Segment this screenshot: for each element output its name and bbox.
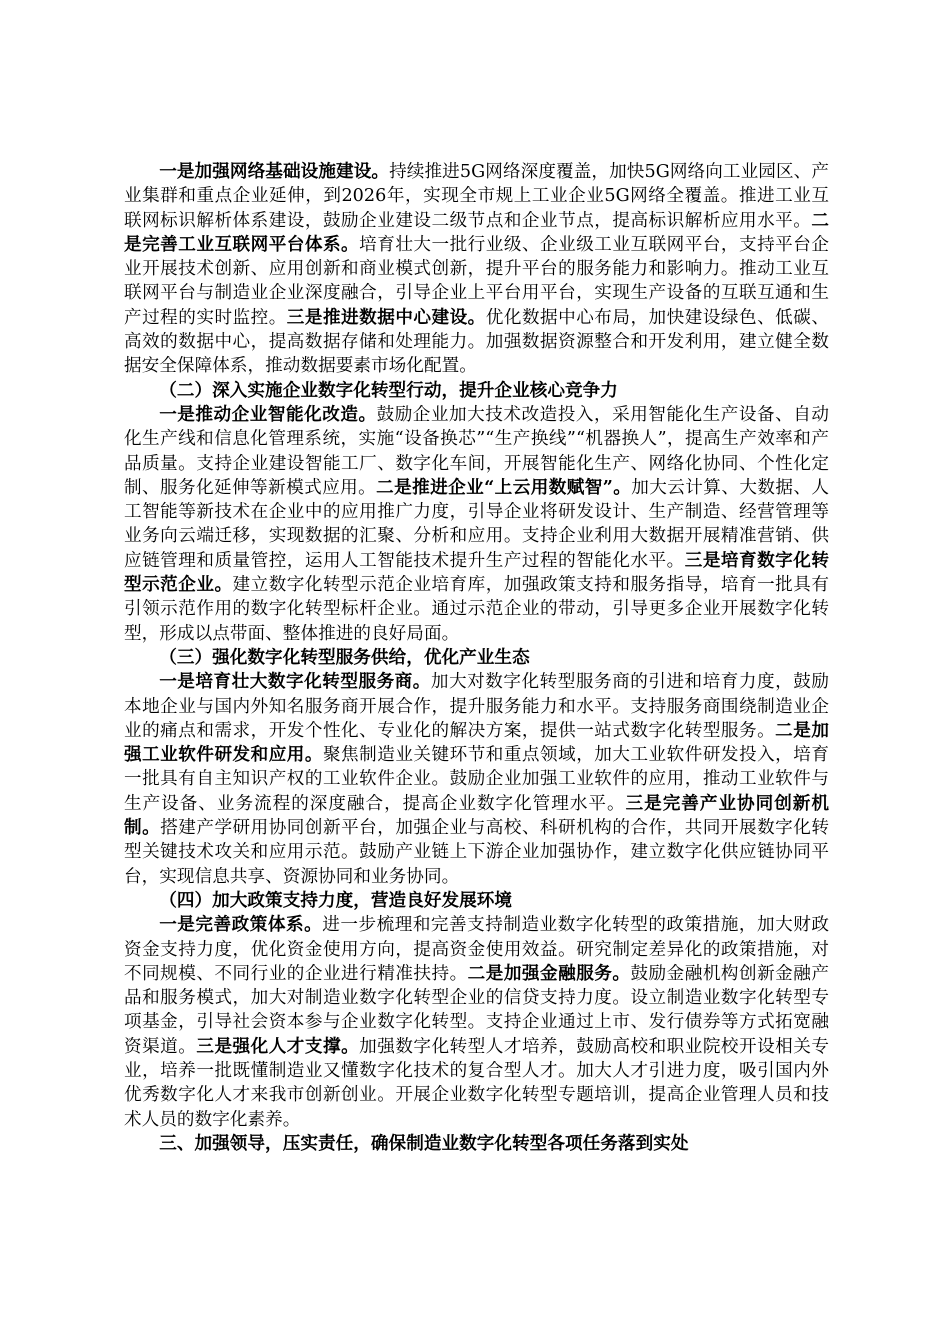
paragraph-text: 聚焦制造业关键环节和重点领域，加大工业软件研发投入，培育一批具有自主知识产权的工业软件企业。鼓励企业加强工业软件的应用，推动工业软件与生产设备、业务流程的深度融合，提高企业数字化管理水平。 [124, 745, 829, 814]
paragraph-text: 鼓励金融机构创新金融产品和服务模式，加大对制造业数字化转型企业的信贷支持力度。设立制造业数字化转型专项基金，引导社会资本参与企业数字化转型。支持企业通过上市、发行债券等方式拓宽融资渠道。 [124, 963, 829, 1057]
bold-lead-phrase: 一是推动企业智能化改造。 [159, 403, 377, 425]
body-paragraph [124, 160, 829, 379]
section-heading: （二）深入实施企业数字化转型行动，提升企业核心竞争力 [159, 379, 618, 401]
bold-lead-phrase: 三是完善产业协同创新机制。 [124, 792, 829, 839]
bold-lead-phrase: 二是加强工业软件研发和应用。 [124, 719, 829, 766]
body-paragraph [124, 670, 829, 889]
bold-lead-phrase: 二是推进企业“上云用数赋智”。 [376, 476, 632, 498]
paragraph-text: 加强数字化转型人才培养，鼓励高校和职业院校开设相关专业，培养一批既懂制造业又懂数字化技术的复合型人才。加大人才引进力度，吸引国内外优秀数字化人才来我市创新创业。开展企业数字化转型专题培训，提高企业管理人员和技术人员的数字化素养。 [124, 1036, 829, 1130]
document-body [124, 160, 829, 1156]
bold-lead-phrase: 二是加强金融服务。 [467, 962, 631, 984]
paragraph-text: 培育壮大一批行业级、企业级工业互联网平台，支持平台企业开展技术创新、应用创新和商业模式创新，提升平台的服务能力和影响力。推动工业互联网平台与制造业企业深度融合，引导企业上平台用平台，实现生产设备的互联互通和生产过程的实时监控。 [124, 234, 829, 328]
bold-lead-phrase: 一是完善政策体系。 [159, 914, 323, 936]
section-heading: 三、加强领导，压实责任，确保制造业数字化转型各项任务落到实处 [159, 1132, 689, 1154]
paragraph-text: 加大云计算、大数据、人工智能等新技术在企业中的应用推广力度，引导企业将研发设计、生产制造、经营管理等业务向云端迁移，实现数据的汇聚、分析和应用。支持企业利用大数据开展精准营销、供应链管理和质量管控，运用人工智能技术提升生产过程的智能化水平。 [124, 477, 829, 571]
bold-lead-phrase: 一是加强网络基础设施建设。 [159, 161, 390, 182]
section-heading: （三）强化数字化转型服务供给，优化产业生态 [159, 646, 530, 668]
paragraph-text: 加大对数字化转型服务商的引进和培育力度，鼓励本地企业与国内外知名服务商开展合作，提升服务能力和水平。支持服务商围绕制造业企业的痛点和需求，开发个性化、专业化的解决方案，提供一站式数字化转型服务。 [124, 672, 829, 741]
paragraph-text: 进一步梳理和完善支持制造业数字化转型的政策措施，加大财政资金支持力度，优化资金使用方向，提高资金使用效益。研究制定差异化的政策措施，对不同规模、不同行业的企业进行精准扶持。 [124, 915, 830, 984]
paragraph-text: 优化数据中心布局，加快建设绿色、低碳、高效的数据中心，提高数据存储和处理能力。加强数据资源整合和开发利用，建立健全数据安全保障体系，推动数据要素市场化配置。 [124, 307, 829, 377]
section-heading: （四）加大政策支持力度，营造良好发展环境 [159, 889, 513, 911]
bold-lead-phrase: 一是培育壮大数字化转型服务商。 [159, 671, 431, 693]
paragraph-text: 搭建产学研用协同创新平台，加强企业与高校、科研机构的合作，共同开展数字化转型关键技术攻关和应用示范。鼓励产业链上下游企业加强协作，建立数字化供应链协同平台，实现信息共享、资源协同和业务协同。 [124, 818, 829, 887]
bold-lead-phrase: 二是完善工业互联网平台体系。 [124, 209, 829, 255]
bold-lead-phrase: 三是培育数字化转型示范企业。 [124, 549, 829, 596]
paragraph-text: 持续推进5G网络深度覆盖，加快5G网络向工业园区、产业集群和重点企业延伸，到2026年，实现全市规上工业企业5G网络全覆盖。推进工业互联网标识解析体系建设，鼓励企业建设二级节点和企业节点，提高标识解析应用水平。 [124, 162, 829, 231]
paragraph-text: 建立数字化转型示范企业培育库，加强政策支持和服务指导，培育一批具有引领示范作用的数字化转型标杆企业。通过示范企业的带动，引导更多企业开展数字化转型，形成以点带面、整体推进的良好局面。 [124, 575, 829, 644]
paragraph-text: 鼓励企业加大技术改造投入，采用智能化生产设备、自动化生产线和信息化管理系统，实施“设备换芯”“生产换线”“机器换人”，提高生产效率和产品质量。支持企业建设智能工厂、数字化车间，开展智能化生产、网络化协同、个性化定制、服务化延伸等新模式应用。 [124, 404, 829, 498]
bold-lead-phrase: 三是强化人才支撑。 [196, 1035, 360, 1057]
body-paragraph [124, 403, 829, 646]
body-paragraph [124, 913, 829, 1132]
bold-lead-phrase: 三是推进数据中心建设。 [286, 306, 486, 328]
